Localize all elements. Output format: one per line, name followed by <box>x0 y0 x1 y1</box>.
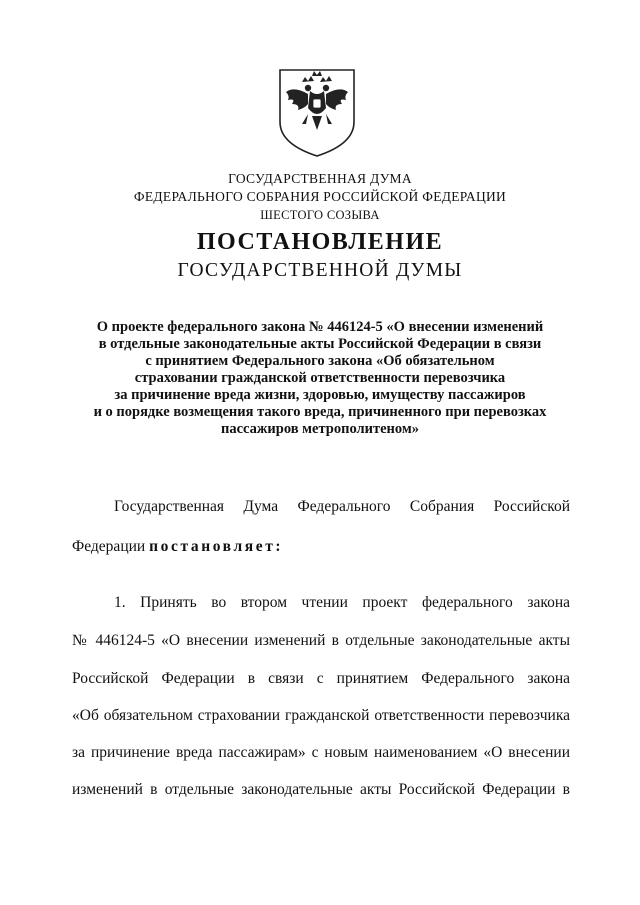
header-line-3: ШЕСТОГО СОЗЫВА <box>260 208 380 222</box>
subject-line: за причинение вреда жизни, здоровью, имуществу пассажиров <box>114 387 526 403</box>
paragraph-line: № 446124-5 «О внесении изменений в отдельные законодательные акты <box>72 632 570 649</box>
preamble-prefix: Федерации <box>72 538 150 555</box>
preamble-line-1: Государственная Дума Федерального Собрания Российской <box>114 498 570 515</box>
paragraph-line: Российской Федерации в связи с принятием Федерального закона <box>72 670 570 687</box>
subject-line: в отдельные законодательные акты Российской Федерации в связи <box>98 336 542 352</box>
document-subtitle: ГОСУДАРСТВЕННОЙ ДУМЫ <box>177 260 463 281</box>
subject-line: страховании гражданской ответственности перевозчика <box>134 370 506 386</box>
paragraph-line: 1. Принять во втором чтении проект федерального закона <box>114 594 570 611</box>
paragraph-line: «Об обязательном страховании гражданской ответственности перевозчика <box>72 707 570 724</box>
subject-line: с принятием Федерального закона «Об обязательном <box>145 353 495 369</box>
subject-line: пассажиров метрополитеном» <box>220 421 420 437</box>
subject-line: О проекте федерального закона № 446124-5 «О внесении изменений <box>96 319 544 335</box>
coat-of-arms-icon <box>272 64 362 160</box>
paragraph-line: за причинение вреда пассажирам» с новым наименованием «О внесении <box>72 744 570 761</box>
subject-line: и о порядке возмещения такого вреда, причиненного при перевозках <box>93 404 547 420</box>
preamble-decree-word: постановляет: <box>149 538 284 555</box>
header-line-1: ГОСУДАРСТВЕННАЯ ДУМА <box>228 171 412 186</box>
header-line-2: ФЕДЕРАЛЬНОГО СОБРАНИЯ РОССИЙСКОЙ ФЕДЕРАЦИИ <box>133 189 507 204</box>
paragraph-line: изменений в отдельные законодательные акты Российской Федерации в <box>72 781 570 798</box>
document-title: ПОСТАНОВЛЕНИЕ <box>196 229 444 255</box>
preamble-line-2 <box>72 537 283 557</box>
